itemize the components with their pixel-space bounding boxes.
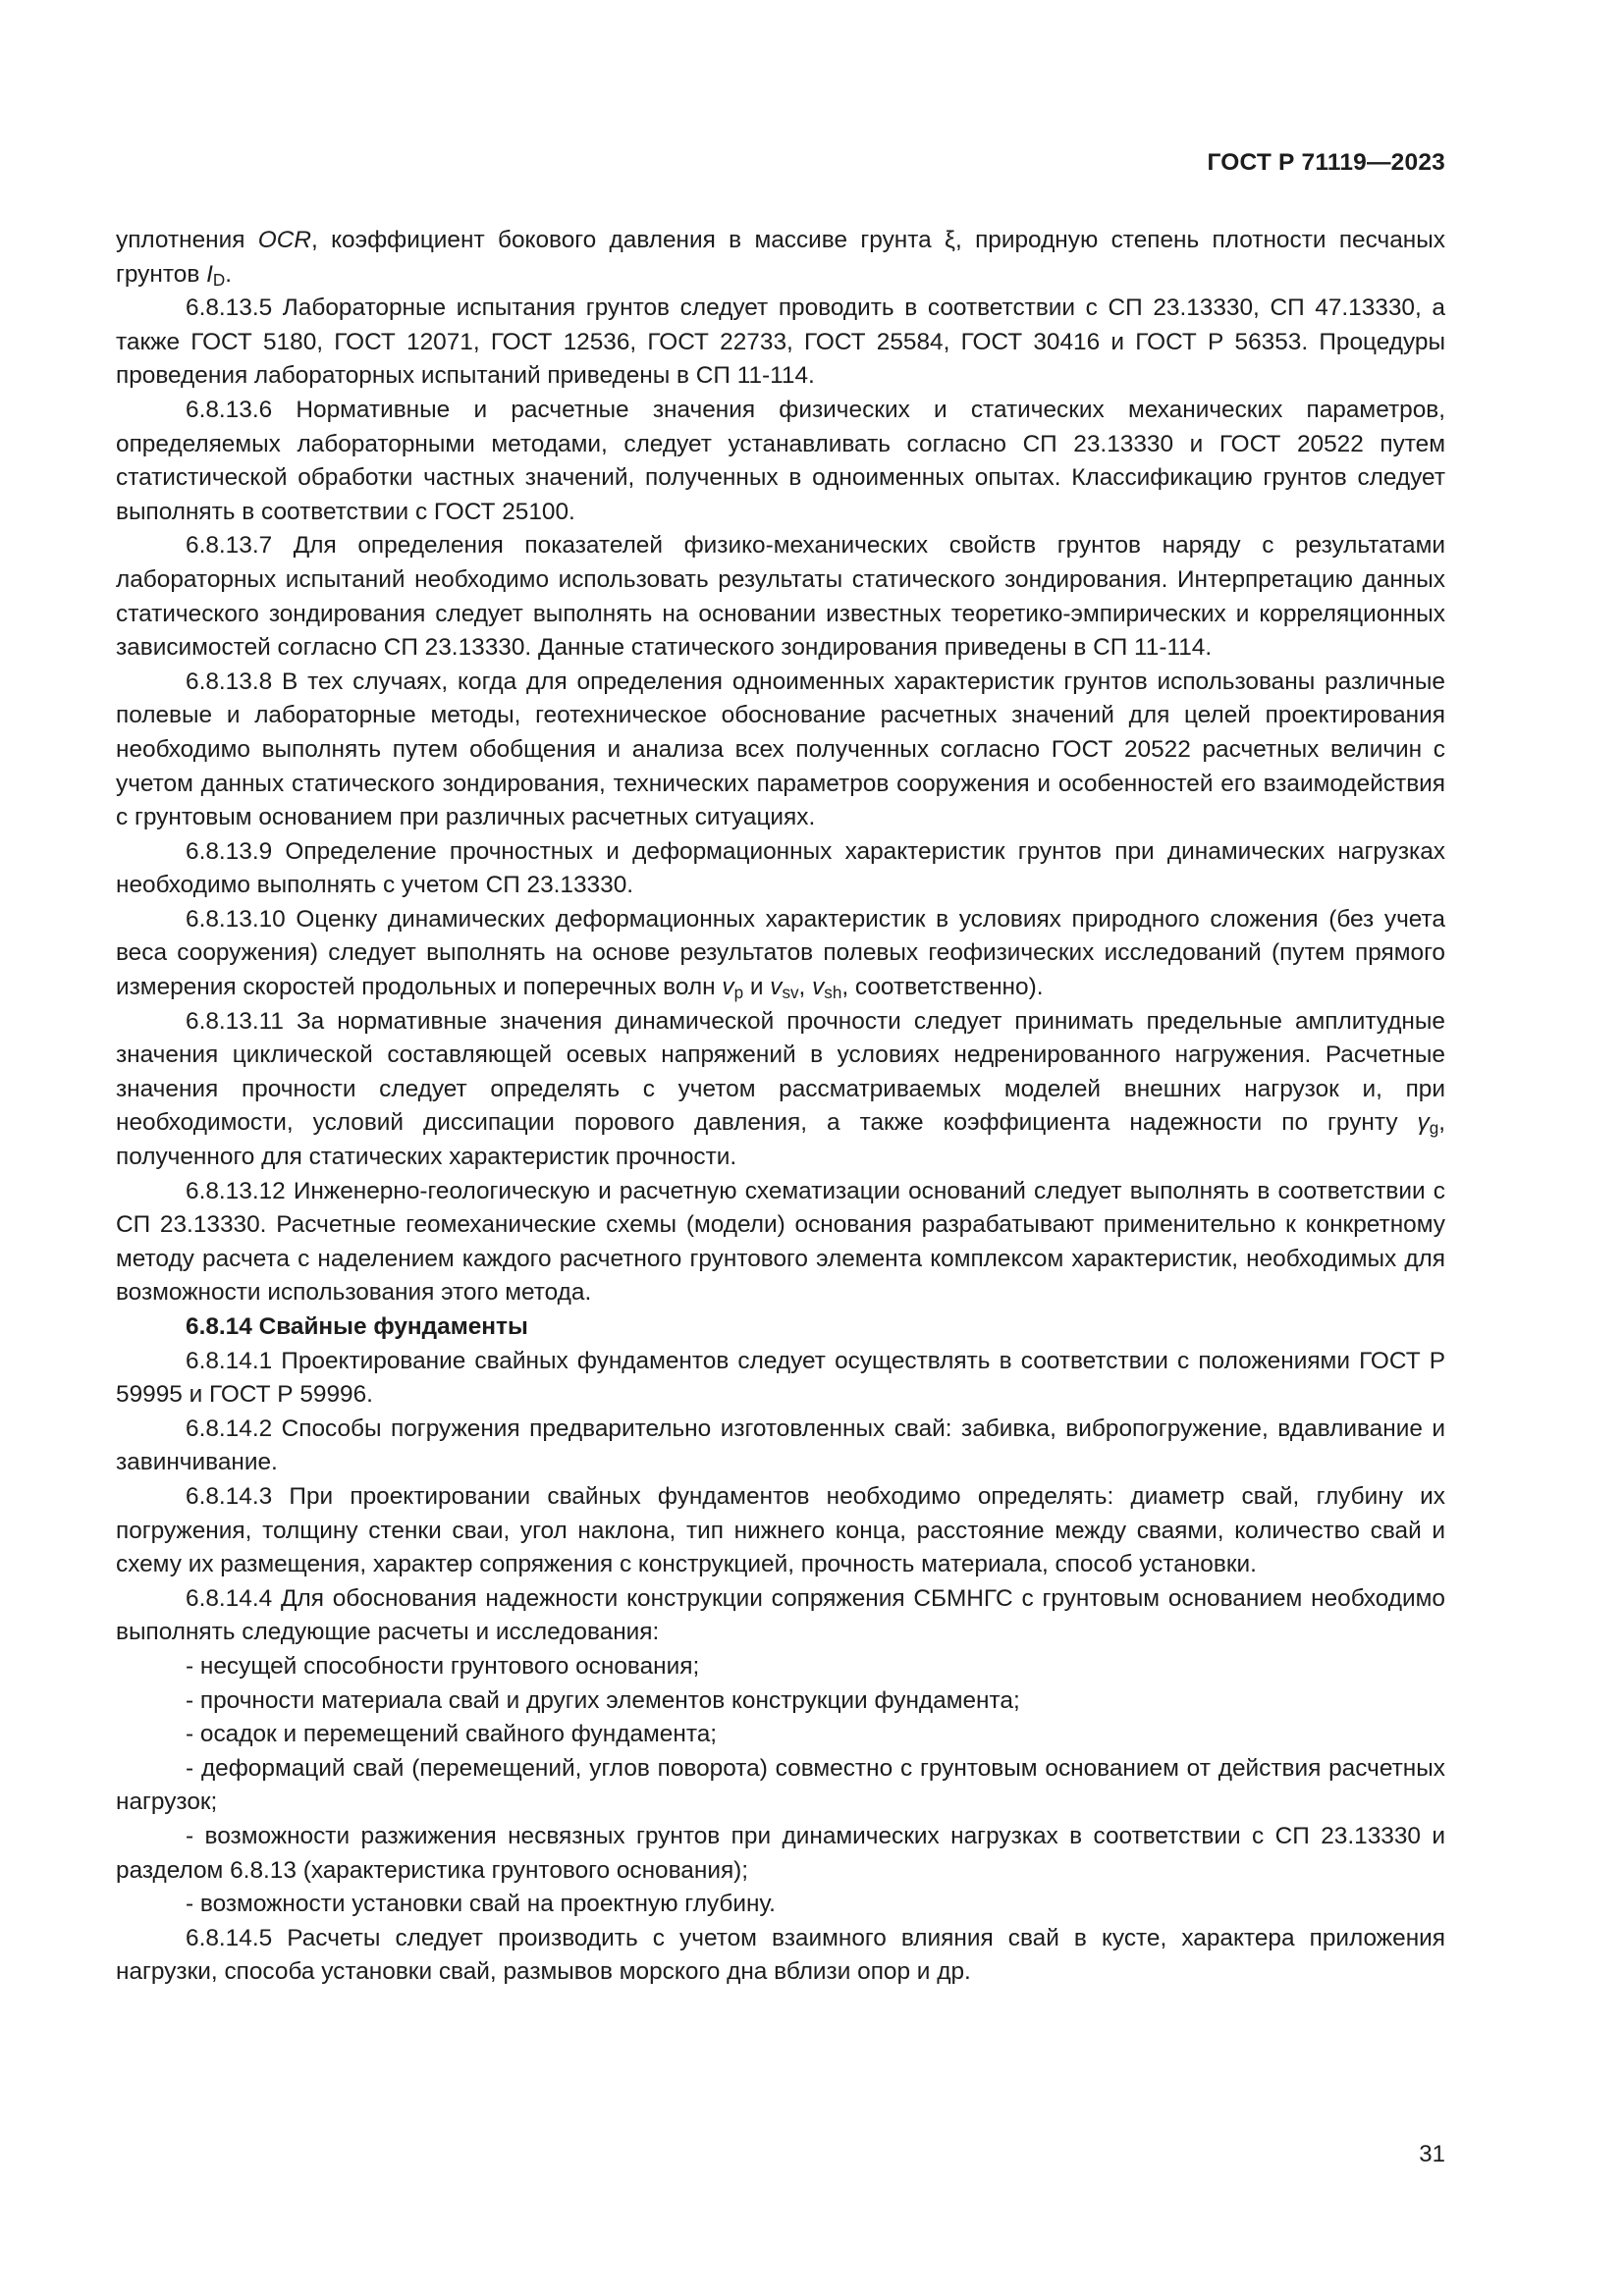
paragraph [116, 1175, 1445, 1310]
text-run: - прочности материала свай и других элементов конструкции фундамента; [186, 1686, 1020, 1714]
text-run: и [743, 974, 771, 1001]
text-run: 6.8.13.7 Для определения показателей физико-механических свойств грунтов наряду с результатами лабораторных испытаний необходимо использовать результаты статического зондирования. Интерпретацию данных статического зондирования следует выполнять на основании известных теоретико-эмпирических и корреляционных зависимостей согласно СП 23.13330. Данные статического зондирования приведены в СП 11-114. [116, 532, 1445, 662]
text-run: 6.8.14 Свайные фундаменты [186, 1313, 528, 1340]
text-run: 6.8.13.5 Лабораторные испытания грунтов следует проводить в соответствии с СП 23.13330, СП 47.13330, а также ГОСТ 5180, ГОСТ 12071, ГОСТ 12536, ГОСТ 22733, ГОСТ 25584, ГОСТ 30416 и ГОСТ Р 56353. Процедуры проведения лабораторных испытаний приведены в СП 11-114. [116, 294, 1445, 390]
subscript: D [212, 270, 226, 290]
subscript: sv [782, 984, 799, 1003]
italic-symbol: v [770, 974, 783, 1001]
paragraph [116, 835, 1445, 903]
italic-symbol: I [206, 260, 213, 288]
paragraph [116, 1922, 1445, 1990]
text-run: 6.8.14.4 Для обоснования надежности конструкции сопряжения СБМНГС с грунтовым основанием необходимо выполнять следующие расчеты и исследования: [116, 1584, 1445, 1646]
text-run: - осадок и перемещений свайного фундамента; [186, 1721, 718, 1748]
section-heading [116, 1310, 1445, 1345]
paragraph [116, 224, 1445, 292]
paragraph [116, 1005, 1445, 1175]
text-run: 6.8.13.6 Нормативные и расчетные значения физических и статических механических параметров, определяемых лабораторными методами, следует устанавливать согласно СП 23.13330 и ГОСТ 20522 путем статистической обработки частных значений, полученных в одноименных опытах. Классификацию грунтов следует выполнять в соответствии с ГОСТ 25100. [116, 396, 1445, 525]
subscript: g [1429, 1119, 1439, 1139]
paragraph [116, 1480, 1445, 1582]
subscript: sh [824, 984, 842, 1003]
page-number: 31 [1419, 2141, 1445, 2167]
text-run: 6.8.14.5 Расчеты следует производить с учетом взаимного влияния свай в кусте, характера приложения нагрузки, способа установки свай, размывов морского дна вблизи опор и др. [116, 1924, 1445, 1986]
text-run: уплотнения [116, 227, 258, 253]
paragraph [116, 903, 1445, 1005]
list-item [116, 1820, 1445, 1888]
text-run: , коэффициент бокового давления в массиве грунта ξ, природную степень плотности песчаных грунтов [116, 227, 1445, 288]
text-run: 6.8.13.8 В тех случаях, когда для определения одноименных характеристик грунтов использованы различные полевые и лабораторные методы, геотехническое обоснование расчетных значений для целей проектирования необходимо выполнять путем обобщения и анализа всех полученных согласно ГОСТ 20522 расчетных величин с учетом данных статического зондирования, технических параметров сооружения и особенностей его взаимодействия с грунтовым основанием при различных расчетных ситуациях. [116, 667, 1445, 831]
paragraph [116, 1582, 1445, 1650]
list-item [116, 1684, 1445, 1719]
list-item [116, 1888, 1445, 1922]
text-run: - несущей способности грунтового основания; [186, 1652, 700, 1680]
paragraph [116, 394, 1445, 529]
paragraph [116, 292, 1445, 394]
text-run: . [225, 260, 232, 288]
italic-symbol: v [722, 974, 734, 1001]
italic-symbol: γ [1417, 1109, 1430, 1137]
text-run: - возможности разжижения несвязных грунтов при динамических нагрузках в соответствии с СП 23.13330 и разделом 6.8.13 (характеристика грунтового основания); [116, 1822, 1445, 1884]
subscript: p [733, 984, 744, 1003]
text-run: - деформаций свай (перемещений, углов поворота) совместно с грунтовым основанием от действия расчетных нагрузок; [116, 1754, 1445, 1816]
text-run: 6.8.14.3 При проектировании свайных фундаментов необходимо определять: диаметр свай, глубину их погружения, толщину стенки сваи, угол наклона, тип нижнего конца, расстояние между сваями, количество свай и схему их размещения, характер сопряжения с конструкцией, прочность материала, способ установки. [116, 1482, 1445, 1578]
paragraph [116, 666, 1445, 835]
text-run: , [798, 974, 813, 1001]
text-run: 6.8.13.12 Инженерно-геологическую и расчетную схематизации оснований следует выполнять в соответствии с СП 23.13330. Расчетные геомеханические схемы (модели) основания разрабатывают применительно к конкретному методу расчета с наделением каждого расчетного грунтового элемента комплексом характеристик, необходимых для возможности использования этого метода. [116, 1177, 1445, 1307]
text-run: , полученного для статических характеристик прочности. [116, 1109, 1445, 1171]
italic-symbol: OCR [257, 227, 311, 253]
text-run: 6.8.14.2 Способы погружения предварительно изготовленных свай: забивка, вибропогружение, вдавливание и завинчивание. [116, 1415, 1445, 1476]
text-run: , соответственно). [841, 974, 1044, 1001]
document-body [116, 224, 1445, 1990]
list-item [116, 1752, 1445, 1820]
text-run: - возможности установки свай на проектную глубину. [186, 1891, 776, 1918]
italic-symbol: v [812, 974, 825, 1001]
text-run: 6.8.14.1 Проектирование свайных фундаментов следует осуществлять в соответствии с положениями ГОСТ Р 59995 и ГОСТ Р 59996. [116, 1347, 1445, 1409]
paragraph [116, 1413, 1445, 1480]
text-run: 6.8.13.11 За нормативные значения динамической прочности следует принимать предельные амплитудные значения циклической составляющей осевых напряжений в условиях недренированного нагружения. Расчетные значения прочности следует определять с учетом рассматриваемых моделей внешних нагрузок и, при необходимости, условий диссипации порового давления, а также коэффициента надежности по грунту [116, 1007, 1445, 1137]
text-run: 6.8.13.9 Определение прочностных и деформационных характеристик грунтов при динамических нагрузках необходимо выполнять с учетом СП 23.13330. [116, 837, 1445, 899]
list-item [116, 1650, 1445, 1684]
document-code-header: ГОСТ Р 71119—2023 [1207, 149, 1445, 176]
text-run: 6.8.13.10 Оценку динамических деформационных характеристик в условиях природного сложения (без учета веса сооружения) следует выполнять на основе результатов полевых геофизических исследований (путем прямого измерения скоростей продольных и поперечных волн [116, 905, 1445, 1001]
paragraph [116, 529, 1445, 665]
paragraph [116, 1345, 1445, 1413]
list-item [116, 1718, 1445, 1752]
